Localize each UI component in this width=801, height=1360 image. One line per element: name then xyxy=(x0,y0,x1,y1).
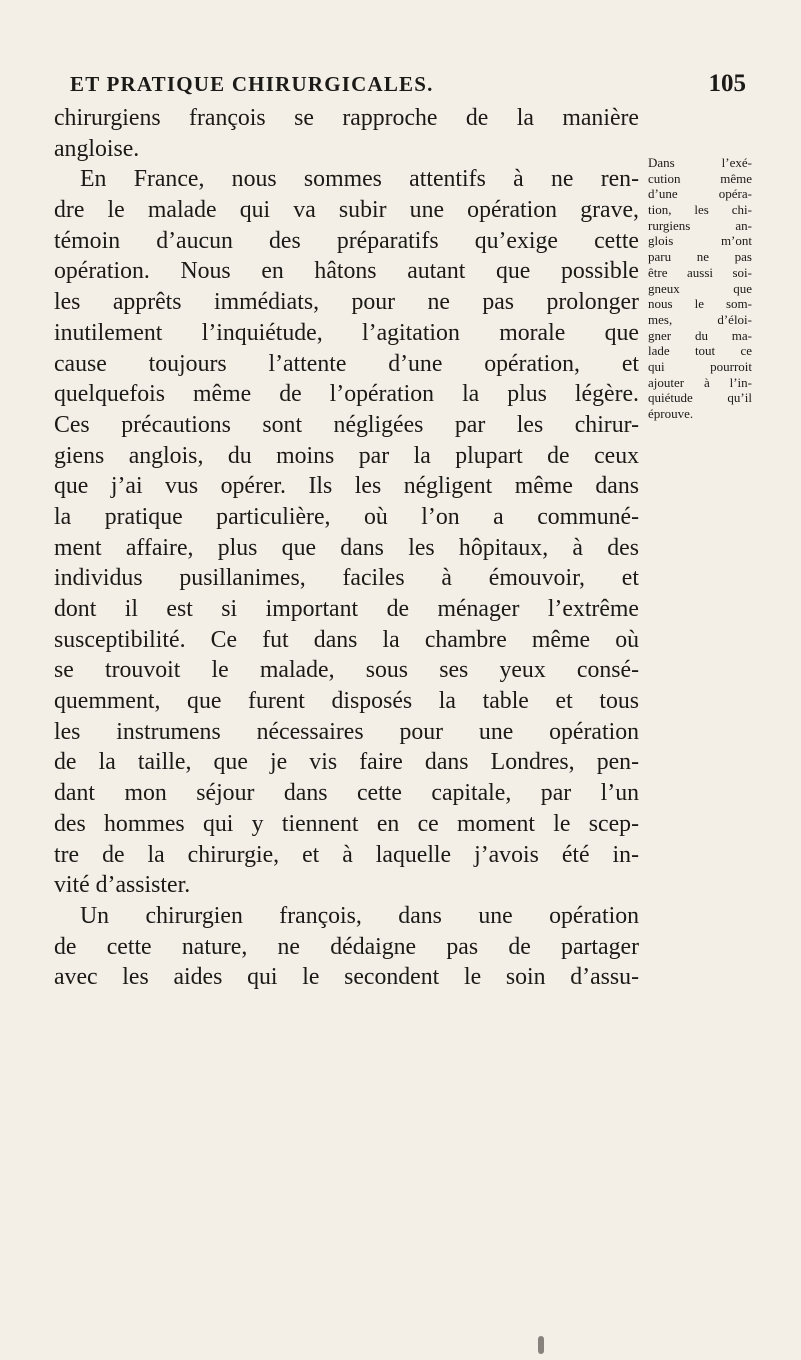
body-line: Ces précautions sont négligées par les chirur- xyxy=(54,411,639,438)
margin-note-line: d’une opéra- xyxy=(648,186,752,202)
body-line: giens anglois, du moins par la plupart de ceux xyxy=(54,442,639,469)
body-line: la pratique particulière, où l’on a communé- xyxy=(54,503,639,530)
body-line: les apprêts immédiats, pour ne pas prolonger xyxy=(54,289,639,316)
body-line: opération. Nous en hâtons autant que possible xyxy=(54,258,639,285)
margin-note xyxy=(648,155,752,422)
body-line: tre de la chirurgie, et à laquelle j’avois été in- xyxy=(54,841,639,868)
running-head-title: ET PRATIQUE CHIRURGICALES. xyxy=(70,72,434,96)
body-line: des hommes qui y tiennent en ce moment le scep- xyxy=(54,810,639,837)
body-line: susceptibilité. Ce fut dans la chambre même où xyxy=(54,626,639,653)
body-line: vité d’assister. xyxy=(54,872,191,899)
body-text xyxy=(54,103,639,993)
margin-note-line: gneux que xyxy=(648,280,752,296)
body-line: quemment, que furent disposés la table et tous xyxy=(54,688,639,715)
body-line: Un chirurgien françois, dans une opération xyxy=(80,902,639,929)
body-line: dre le malade qui va subir une opération grave, xyxy=(54,197,639,224)
body-line: témoin d’aucun des préparatifs qu’exige cette xyxy=(54,227,639,254)
margin-note-line: nous le som- xyxy=(648,296,752,312)
page-number: 105 xyxy=(708,70,746,97)
body-line: de la taille, que je vis faire dans Londres, pen- xyxy=(54,749,639,776)
margin-note-line: paru ne pas xyxy=(648,249,752,265)
margin-note-line: rurgiens an- xyxy=(648,217,752,233)
margin-note-line: éprouve. xyxy=(648,406,694,421)
margin-note-line: gner du ma- xyxy=(648,327,752,343)
margin-note-line: qui pourroit xyxy=(648,358,752,374)
body-line: individus pusillanimes, faciles à émouvoir, et xyxy=(54,565,639,592)
body-line: chirurgiens françois se rapproche de la manière xyxy=(54,105,639,131)
body-line: dont il est si important de ménager l’extrême xyxy=(54,596,639,622)
margin-note-line: quiétude qu’il xyxy=(648,390,752,406)
body-line: inutilement l’inquiétude, l’agitation morale que xyxy=(54,319,639,346)
body-line: angloise. xyxy=(54,135,140,162)
body-line: se trouvoit le malade, sous ses yeux consé- xyxy=(54,657,639,684)
body-line: que j’ai vus opérer. Ils les négligent même dans xyxy=(54,473,639,500)
margin-note-line: glois m’ont xyxy=(648,233,752,249)
margin-note-line: être aussi soi- xyxy=(648,264,752,280)
body-line: cause toujours l’attente d’une opération, et xyxy=(54,350,639,377)
ink-smudge xyxy=(538,1336,544,1354)
running-head xyxy=(70,70,746,98)
body-line: les instrumens nécessaires pour une opération xyxy=(54,718,639,745)
margin-note-line: mes, d’éloi- xyxy=(648,311,752,327)
body-line: quelquefois même de l’opération la plus légère. xyxy=(54,381,639,408)
margin-note-line: lade tout ce xyxy=(648,343,752,359)
body-line: de cette nature, ne dédaigne pas de partager xyxy=(54,933,639,960)
body-line: dant mon séjour dans cette capitale, par l’un xyxy=(54,780,639,807)
body-line: ment affaire, plus que dans les hôpitaux, à des xyxy=(54,534,639,561)
margin-note-line: tion, les chi- xyxy=(648,202,752,218)
body-line: avec les aides qui le secondent le soin d’assu- xyxy=(54,964,639,991)
margin-note-line: cution même xyxy=(648,170,752,186)
margin-note-line: ajouter à l’in- xyxy=(648,374,752,390)
body-line: En France, nous sommes attentifs à ne ren- xyxy=(80,166,639,193)
margin-note-line: Dans l’exé- xyxy=(648,155,752,170)
